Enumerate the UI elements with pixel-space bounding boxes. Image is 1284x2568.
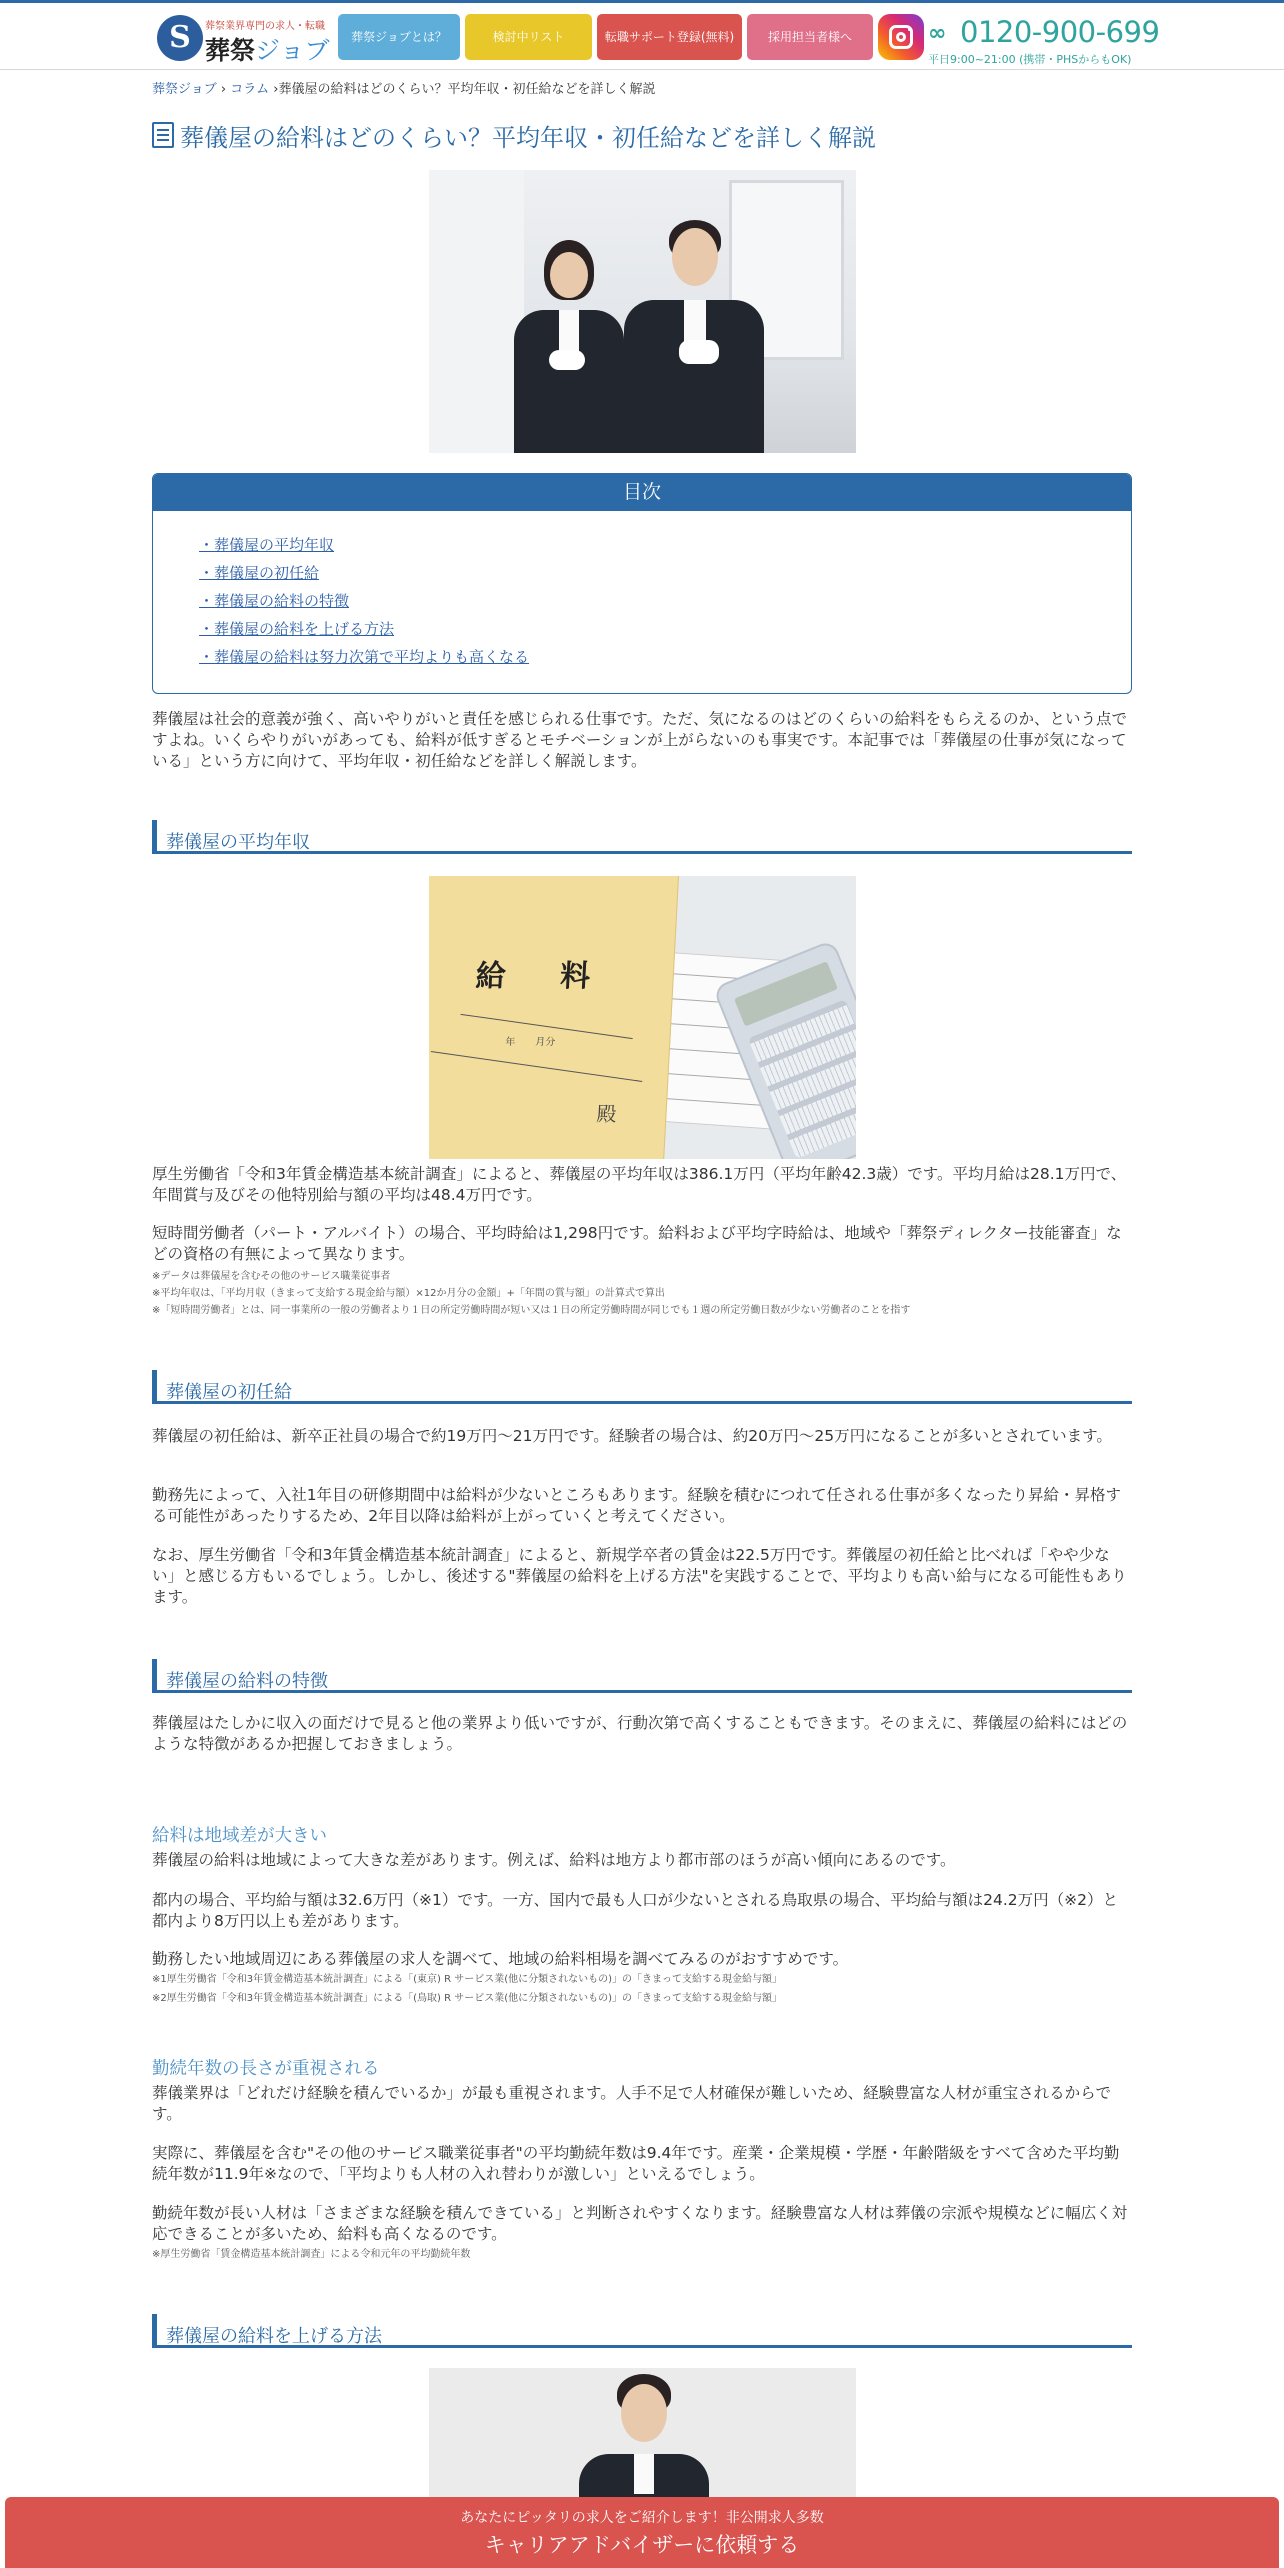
advisor-image bbox=[429, 2368, 856, 2504]
payslip-image bbox=[429, 876, 856, 1159]
breadcrumb-current: 葬儀屋の給料はどのくらい？平均年収・初任給などを詳しく解説 bbox=[278, 82, 656, 97]
advisor-cta-button[interactable] bbox=[5, 2497, 1279, 2568]
sub1-paragraph-1: 葬儀屋の給料は地域によって大きな差があります。例えば、給料は地方より都市部のほうが高い傾向にあるのです。 bbox=[152, 1851, 956, 1869]
document-icon bbox=[152, 122, 174, 148]
phone-hours: 平日9:00~21:00 (携帯・PHSからもOK) bbox=[928, 53, 1132, 66]
cta-subtext: あなたにピッタリの求人をご紹介します！非公開求人多数 bbox=[460, 2510, 824, 2526]
section-heading-average-income: 葬儀屋の平均年収 bbox=[152, 820, 1132, 854]
nav-about-button[interactable]: 葬祭ジョブとは？ bbox=[338, 14, 460, 60]
breadcrumb-column-link[interactable]: コラム bbox=[230, 82, 270, 97]
sub1-note-1: ※1厚生労働省「令和3年賃金構造基本統計調査」による「(東京) R サービス業(他に分類されないもの)」の「きまって支給する現金給与額」 bbox=[152, 1974, 783, 1985]
section1-note-1: ※データは葬儀屋を含むその他のサービス職業従事者 bbox=[152, 1271, 391, 1282]
subheading-tenure: 勤続年数の長さが重視される bbox=[152, 2059, 380, 2079]
logo-tagline: 葬祭業界専門の求人・転職 bbox=[205, 21, 325, 32]
toc-heading: 目次 bbox=[153, 474, 1131, 511]
section2-paragraph-1: 葬儀屋の初任給は、新卒正社員の場合で約19万円～21万円です。経験者の場合は、約20万円〜25万円になることが多いとされています。 bbox=[152, 1427, 1112, 1445]
section1-paragraph-2: 短時間労働者（パート・アルバイト）の場合、平均時給は1,298円です。給料および平均字時給は、地域や「葬祭ディレクター技能審査」などの資格の有無によって異なります。 bbox=[152, 1224, 1122, 1263]
breadcrumb: 葬祭ジョブ › コラム ›葬儀屋の給料はどのくらい？平均年収・初任給などを詳しく解説 bbox=[152, 82, 656, 97]
intro-paragraph: 葬儀屋は社会的意義が強く、高いやりがいと責任を感じられる仕事です。ただ、気になるのはどのくらいの給料をもらえるのか、という点ですよね。いくらやりがいがあっても、給料が低すぎるとモチベーションが上がらないのも事実です。本記事では「葬儀屋の仕事が気になっている」という方に向けて、平均年収・初任給などを詳しく解説します。 bbox=[152, 710, 1127, 770]
toc-link-starting-salary[interactable]: ・葬儀屋の初任給 bbox=[199, 564, 320, 582]
section-heading-salary-features: 葬儀屋の給料の特徴 bbox=[152, 1659, 1132, 1693]
section2-paragraph-2: 勤務先によって、入社1年目の研修期間中は給料が少ないところもあります。経験を積むにつれて任される仕事が多くなったり昇給・昇格する可能性があったりするため、2年目以降は給料が上がっていくと考えてください。 bbox=[152, 1486, 1122, 1525]
phone-contact[interactable] bbox=[928, 11, 1160, 66]
pay-envelope-month: 年 月分 bbox=[504, 1037, 556, 1048]
sub2-paragraph-1: 葬儀業界は「どれだけ経験を積んでいるか」が最も重視されます。人手不足で人材確保が難しいため、経験豊富な人材が重宝されるからです。 bbox=[152, 2084, 1111, 2123]
phone-number: 0120-900-699 bbox=[960, 15, 1160, 49]
cta-label: キャリアアドバイザーに依頼する bbox=[484, 2533, 800, 2557]
toc-link-average-income[interactable]: ・葬儀屋の平均年収 bbox=[199, 536, 335, 554]
sub2-paragraph-3: 勤続年数が長い人材は「さまざまな経験を積んできている」と判断されやすくなります。経験豊富な人材は葬儀の宗派や規模などに幅広く対応できることが多いため、給料も高くなるのです。 bbox=[152, 2204, 1128, 2243]
nav-register-button[interactable]: 転職サポート登録(無料) bbox=[597, 14, 742, 60]
toc-link-conclusion[interactable]: ・葬儀屋の給料は努力次第で平均よりも高くなる bbox=[199, 648, 530, 666]
pay-envelope-title: 給 料 bbox=[474, 959, 614, 994]
sub1-paragraph-3: 勤務したい地域周辺にある葬儀屋の求人を調べて、地域の給料相場を調べてみるのがおすすめです。 bbox=[152, 1950, 849, 1968]
sub2-paragraph-2: 実際に、葬儀屋を含む"その他のサービス職業従事者"の平均勤続年数は9.4年です。産業・企業規模・学歴・年齢階級をすべて含めた平均勤続年数が11.9年※なので、「平均よりも人材の入れ替わりが激しい」といえるでしょう。 bbox=[152, 2144, 1120, 2183]
subheading-regional-difference: 給料は地域差が大きい bbox=[152, 1826, 327, 1846]
sub1-paragraph-2: 都内の場合、平均給与額は32.6万円（※1）です。一方、国内で最も人口が少ないとされる鳥取県の場合、平均給与額は24.2万円（※2）と都内より8万円以上も差があります。 bbox=[152, 1891, 1118, 1930]
section-heading-raise-salary: 葬儀屋の給料を上げる方法 bbox=[152, 2314, 1132, 2348]
nav-employers-button[interactable]: 採用担当者様へ bbox=[747, 14, 873, 60]
page-title: 葬儀屋の給料はどのくらい？平均年収・初任給などを詳しく解説 bbox=[180, 124, 876, 152]
section3-paragraph-1: 葬儀屋はたしかに収入の面だけで見ると他の業界より低いですが、行動次第で高くすることもできます。そのまえに、葬儀屋の給料にはどのような特徴があるか把握しておきましょう。 bbox=[152, 1714, 1128, 1753]
table-of-contents bbox=[152, 473, 1132, 694]
nav-saved-list-button[interactable]: 検討中リスト bbox=[465, 14, 592, 60]
pay-envelope bbox=[429, 876, 679, 1159]
sub2-note: ※厚生労働省「賃金構造基本統計調査」による令和元年の平均勤続年数 bbox=[152, 2249, 471, 2260]
free-dial-icon: ∞ bbox=[928, 21, 947, 46]
section2-paragraph-3: なお、厚生労働省「令和3年賃金構造基本統計調査」によると、新規学卒者の賃金は22.5万円です。葬儀屋の初任給と比べれば「やや少ない」と感じる方もいるでしょう。しかし、後述する"葬儀屋の給料を上げる方法"を実践することで、平均よりも高い給与になる可能性もあります。 bbox=[152, 1546, 1127, 1606]
section1-paragraph-1: 厚生労働省「令和3年賃金構造基本統計調査」によると、葬儀屋の平均年収は386.1万円（平均年齢42.3歳）です。平均月給は28.1万円で、年間賞与及びその他特別給与額の平均は48.4万円です。 bbox=[152, 1165, 1127, 1204]
breadcrumb-home-link[interactable]: 葬祭ジョブ bbox=[152, 82, 217, 97]
section1-note-3: ※「短時間労働者」とは、同一事業所の一般の労働者より１日の所定労働時間が短い又は１日の所定労働時間が同じでも１週の所定労働日数が少ない労働者のことを指す bbox=[152, 1305, 911, 1316]
pay-envelope-dono: 殿 bbox=[595, 1102, 618, 1126]
toc-link-raise-salary[interactable]: ・葬儀屋の給料を上げる方法 bbox=[199, 620, 395, 638]
site-logo[interactable] bbox=[157, 11, 332, 67]
section1-note-2: ※平均年収は、「平均月収（きまって支給する現金給与額）×12か月分の金額」+「年間の賞与額」の計算式で算出 bbox=[152, 1288, 665, 1299]
sub1-note-2: ※2厚生労働省「令和3年賃金構造基本統計調査」による「(鳥取) R サービス業(他に分類されないもの)」の「きまって支給する現金給与額」 bbox=[152, 1993, 783, 2004]
hero-image-staff bbox=[429, 170, 856, 453]
logo-name: 葬祭ジョブ bbox=[205, 36, 330, 65]
logo-mark-icon: S bbox=[157, 15, 203, 61]
site-header bbox=[0, 0, 1284, 70]
toc-link-salary-features[interactable]: ・葬儀屋の給料の特徴 bbox=[199, 592, 350, 610]
page-title-block bbox=[152, 118, 1132, 152]
section-heading-starting-salary: 葬儀屋の初任給 bbox=[152, 1370, 1132, 1404]
instagram-icon[interactable] bbox=[878, 14, 924, 60]
